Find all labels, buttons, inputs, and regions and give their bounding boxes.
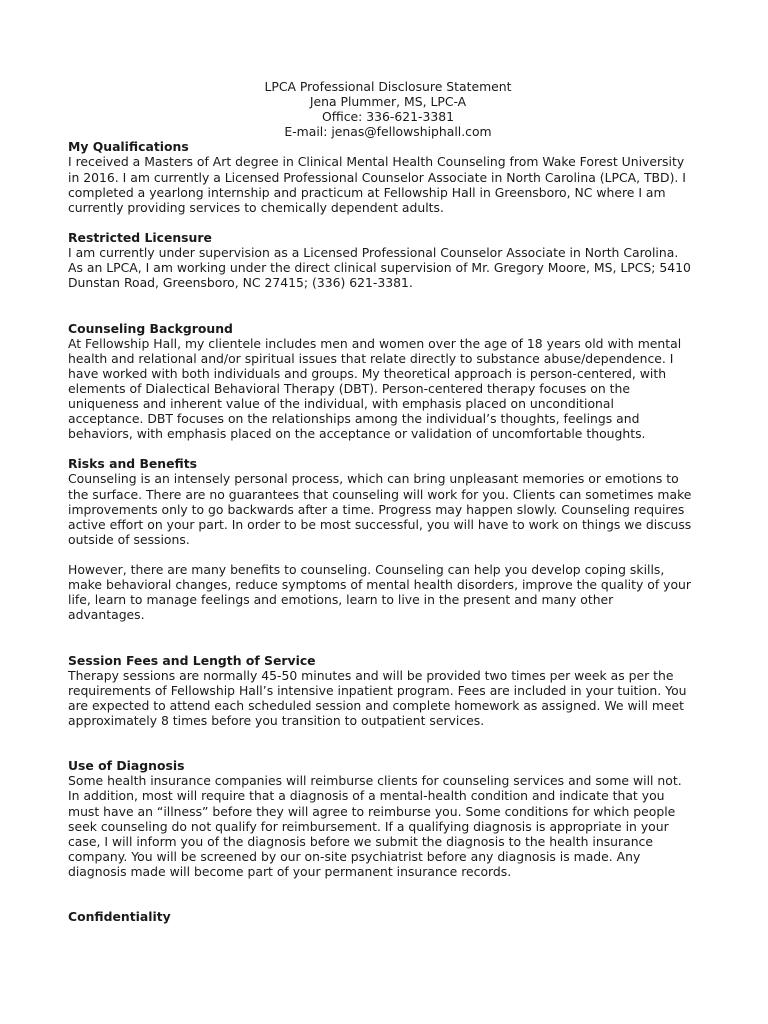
text-line: behaviors, with emphasis placed on the acceptance or validation of uncomfortable thoughts. [68, 426, 646, 442]
paragraph-risks [68, 471, 708, 546]
text-line: currently providing services to chemically dependent adults. [68, 199, 444, 215]
text-line: At Fellowship Hall, my clientele includes men and women over the age of 18 years old with mental [68, 335, 682, 351]
text-line: advantages. [68, 607, 145, 623]
text-line: I am currently under supervision as a Licensed Professional Counselor Associate in North Carolina. [68, 245, 679, 261]
paragraph-licensure [68, 245, 708, 290]
paragraph-benefits [68, 562, 708, 622]
text-line: in 2016. I am currently a Licensed Professional Counselor Associate in North Carolina (LPCA, TBD). I [68, 169, 686, 185]
text-line: As an LPCA, I am working under the direct clinical supervision of Mr. Gregory Moore, MS, LPCS; 5410 [68, 260, 691, 276]
section-heading-confidentiality: Confidentiality [68, 909, 171, 925]
document-header [68, 79, 708, 139]
paragraph-diagnosis [68, 773, 708, 879]
text-line: Therapy sessions are normally 45-50 minutes and will be provided two times per week as per the [68, 667, 674, 683]
section-heading-licensure: Restricted Licensure [68, 229, 212, 245]
text-line: Dunstan Road, Greensboro, NC 27415; (336) 621-3381. [68, 275, 413, 291]
text-line: are expected to attend each scheduled session and complete homework as assigned. We will meet [68, 697, 685, 713]
text-line: approximately 8 times before you transition to outpatient services. [68, 712, 485, 728]
text-line: active effort on your part. In order to be most successful, you will have to work on things we discuss [68, 516, 692, 532]
text-line: However, there are many benefits to counseling. Counseling can help you develop coping skills, [68, 562, 665, 577]
paragraph-qualifications [68, 154, 708, 214]
text-line: case, I will inform you of the diagnosis before we submit the diagnosis to the health insurance [68, 833, 653, 849]
office-phone: Office: 336-621-3381 [321, 109, 455, 125]
text-line: company. You will be screened by our on-site psychiatrist before any diagnosis is made. Any [68, 848, 641, 864]
paragraph-background [68, 336, 708, 442]
section-heading-fees: Session Fees and Length of Service [68, 652, 316, 668]
text-line: Counseling is an intensely personal process, which can bring unpleasant memories or emotions to [68, 471, 679, 487]
text-line: In addition, most will require that a diagnosis of a mental-health condition and indicate that you [68, 788, 665, 804]
text-line: diagnosis made will become part of your permanent insurance records. [68, 863, 512, 879]
text-line: have worked with both individuals and groups. My theoretical approach is person-centered, with [68, 365, 667, 381]
text-line: outside of sessions. [68, 531, 190, 547]
document-title: LPCA Professional Disclosure Statement [264, 79, 512, 94]
text-line: acceptance. DBT focuses on the relationships among the individual’s thoughts, feelings and [68, 411, 640, 427]
counselor-name: Jena Plummer, MS, LPC-A [309, 94, 467, 110]
section-heading-background: Counseling Background [68, 320, 233, 336]
text-line: make behavioral changes, reduce symptoms of mental health disorders, improve the quality of your [68, 577, 691, 593]
text-line: health and relational and/or spiritual issues that relate directly to substance abuse/dependence. I [68, 350, 674, 366]
section-heading-qualifications: My Qualifications [68, 139, 189, 155]
paragraph-fees [68, 668, 708, 728]
text-line: Some health insurance companies will reimburse clients for counseling services and some will not. [68, 773, 682, 789]
text-line: improvements only to go backwards after a time. Progress may happen slowly. Counseling requires [68, 501, 685, 517]
document-page [68, 79, 708, 924]
text-line: requirements of Fellowship Hall’s intensive inpatient program. Fees are included in your tuition. You [68, 682, 687, 698]
text-line: elements of Dialectical Behavioral Therapy (DBT). Person-centered therapy focuses on the [68, 380, 631, 396]
text-line: life, learn to manage feelings and emotions, learn to live in the present and many other [68, 592, 614, 608]
email-address: E-mail: jenas@fellowshiphall.com [284, 124, 492, 140]
text-line: seek counseling do not qualify for reimbursement. If a qualifying diagnosis is appropriate in your [68, 818, 669, 834]
text-line: I received a Masters of Art degree in Clinical Mental Health Counseling from Wake Forest University [68, 154, 685, 170]
text-line: completed a yearlong internship and practicum at Fellowship Hall in Greensboro, NC where I am [68, 184, 666, 200]
text-line: must have an “illness” before they will agree to reimburse you. Some conditions for which people [68, 803, 676, 819]
text-line: uniqueness and inherent value of the individual, with emphasis placed on unconditional [68, 395, 614, 411]
text-line: the surface. There are no guarantees that counseling will work for you. Clients can sometimes make [68, 486, 692, 502]
section-heading-risks: Risks and Benefits [68, 456, 198, 472]
section-heading-diagnosis: Use of Diagnosis [68, 758, 185, 774]
